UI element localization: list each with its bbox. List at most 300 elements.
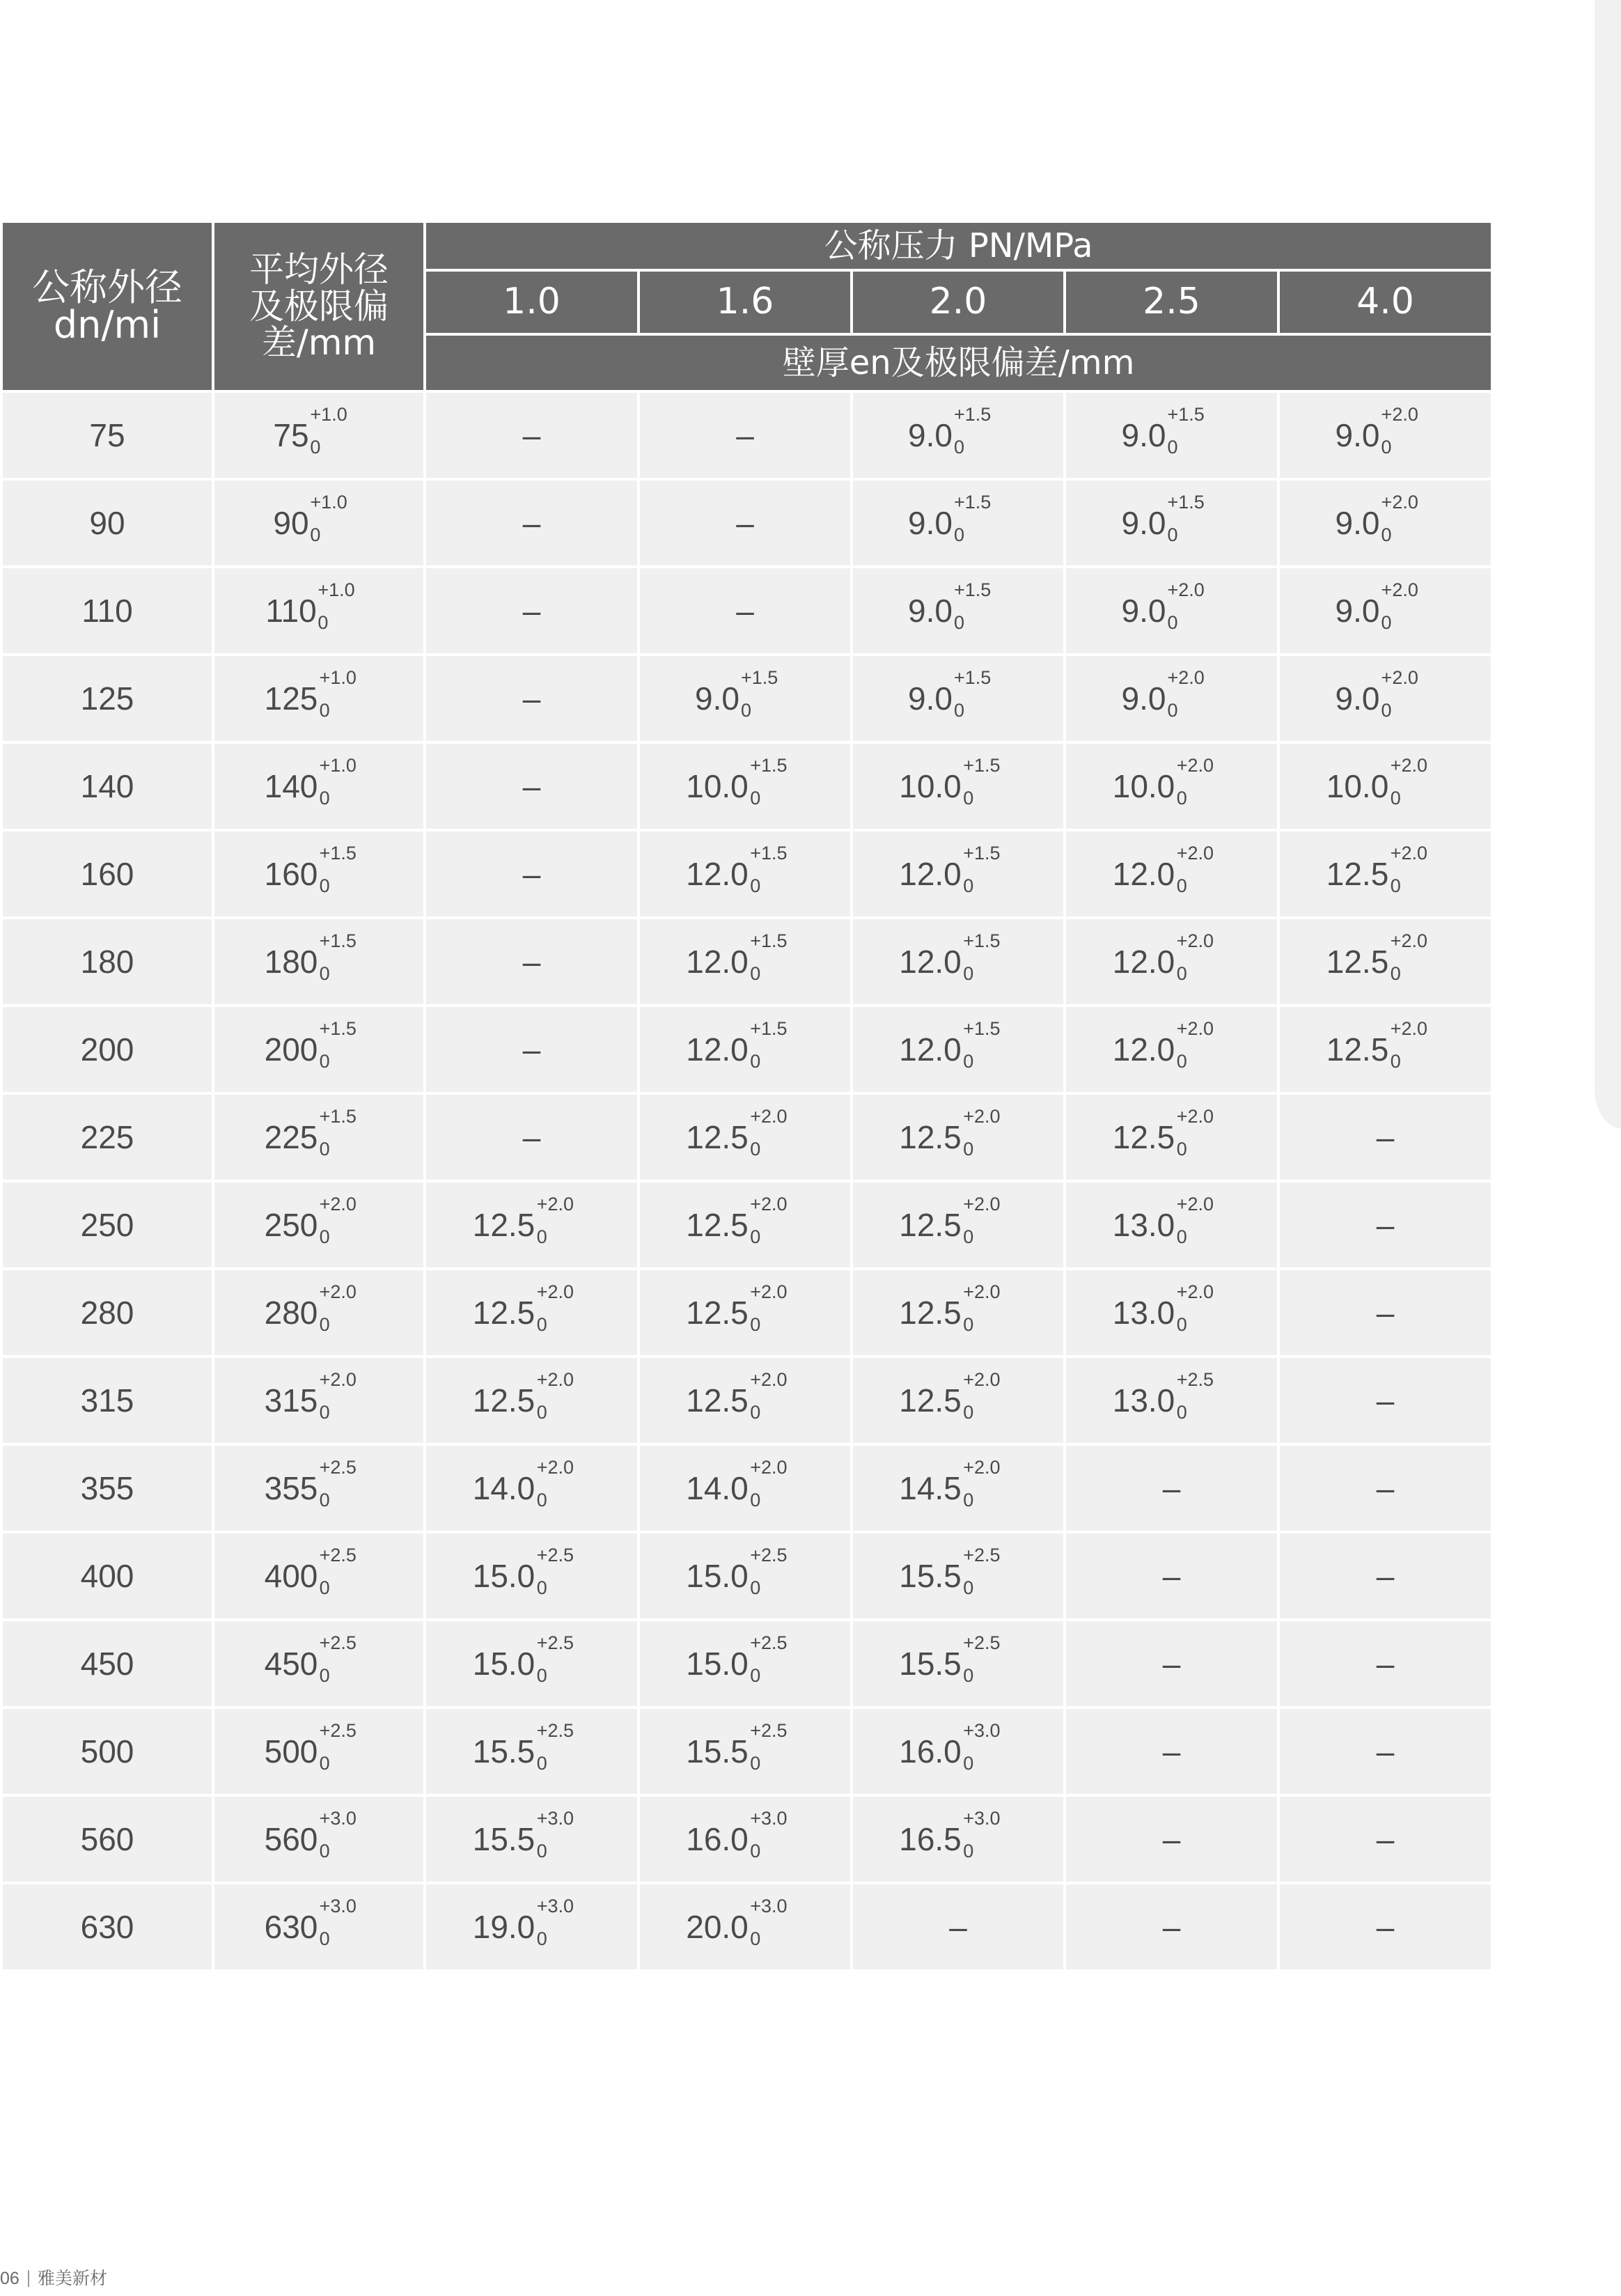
thickness-value-base: 12.5 bbox=[686, 1119, 749, 1155]
cell-thickness bbox=[1065, 391, 1278, 479]
cell-thickness bbox=[639, 567, 852, 655]
cell-mean-od bbox=[213, 567, 425, 655]
not-applicable-dash: – bbox=[522, 417, 541, 453]
cell-thickness bbox=[1278, 391, 1492, 479]
thickness-value-upper-tol: +2.0 bbox=[1390, 1018, 1428, 1039]
thickness-value-upper-tol: +2.0 bbox=[1167, 667, 1205, 688]
pipe-spec-table bbox=[0, 220, 1494, 1972]
header-pressure-4-0: 4.0 bbox=[1278, 270, 1492, 334]
cell-thickness bbox=[852, 1708, 1065, 1795]
mean-od-value bbox=[264, 667, 374, 721]
cell-nominal-od: 400 bbox=[1, 1532, 213, 1620]
thickness-value-base: 15.0 bbox=[472, 1558, 535, 1594]
thickness-value-lower-tol: 0 bbox=[750, 875, 761, 896]
thickness-value-base: 15.5 bbox=[899, 1646, 962, 1682]
thickness-value-base: 9.0 bbox=[908, 417, 953, 453]
cell-thickness bbox=[852, 830, 1065, 918]
thickness-value-base: 12.5 bbox=[899, 1382, 962, 1419]
thickness-value-lower-tol: 0 bbox=[963, 1051, 974, 1072]
mean-od-value-lower-tol: 0 bbox=[318, 612, 329, 633]
thickness-value bbox=[1326, 755, 1445, 809]
mean-od-value-upper-tol: +3.0 bbox=[319, 1896, 357, 1916]
thickness-value bbox=[1335, 579, 1436, 633]
thickness-value-base: 15.5 bbox=[686, 1733, 749, 1770]
table-row bbox=[1, 655, 1492, 742]
not-applicable-dash: – bbox=[736, 417, 754, 453]
thickness-value bbox=[1121, 667, 1222, 721]
thickness-value-base: 16.5 bbox=[899, 1821, 962, 1857]
cell-nominal-od: 560 bbox=[1, 1795, 213, 1883]
cell-nominal-od: 180 bbox=[1, 918, 213, 1006]
cell-nominal-od: 125 bbox=[1, 655, 213, 742]
thickness-value-lower-tol: 0 bbox=[1167, 524, 1178, 545]
cell-thickness bbox=[425, 479, 639, 567]
cell-mean-od bbox=[213, 1181, 425, 1269]
mean-od-value-upper-tol: +1.0 bbox=[318, 579, 355, 600]
not-applicable-dash: – bbox=[1162, 1558, 1181, 1594]
page-footer bbox=[0, 2265, 107, 2290]
mean-od-value-lower-tol: 0 bbox=[310, 437, 321, 458]
thickness-value bbox=[472, 1720, 591, 1774]
cell-thickness bbox=[852, 391, 1065, 479]
cell-thickness bbox=[425, 1883, 639, 1971]
cell-thickness bbox=[1065, 655, 1278, 742]
not-applicable-dash: – bbox=[1162, 1733, 1181, 1770]
thickness-value-upper-tol: +2.0 bbox=[1390, 843, 1428, 864]
cell-thickness bbox=[639, 1708, 852, 1795]
thickness-value-lower-tol: 0 bbox=[963, 1226, 974, 1247]
cell-thickness bbox=[639, 479, 852, 567]
cell-mean-od bbox=[213, 1006, 425, 1093]
thickness-value-upper-tol: +1.5 bbox=[963, 755, 1001, 776]
table-row bbox=[1, 1883, 1492, 1971]
thickness-value-base: 12.5 bbox=[686, 1295, 749, 1331]
thickness-value-lower-tol: 0 bbox=[1167, 612, 1178, 633]
thickness-value-base: 12.0 bbox=[899, 1031, 962, 1068]
thickness-value-base: 9.0 bbox=[695, 680, 739, 717]
thickness-value-upper-tol: +1.5 bbox=[741, 667, 778, 688]
thickness-value-upper-tol: +2.0 bbox=[750, 1457, 788, 1478]
mean-od-value bbox=[273, 404, 364, 458]
cell-thickness bbox=[425, 1357, 639, 1444]
cell-thickness bbox=[1278, 567, 1492, 655]
table-row bbox=[1, 1532, 1492, 1620]
header-pressure-group: 公称压力 PN/MPa bbox=[425, 221, 1492, 270]
mean-od-value-base: 315 bbox=[264, 1382, 318, 1419]
not-applicable-dash: – bbox=[522, 768, 541, 804]
thickness-value-upper-tol: +2.0 bbox=[536, 1281, 574, 1302]
thickness-value-upper-tol: +2.0 bbox=[1176, 1018, 1214, 1039]
cell-thickness bbox=[852, 1181, 1065, 1269]
thickness-value-upper-tol: +2.0 bbox=[1176, 1281, 1214, 1302]
mean-od-value bbox=[264, 930, 374, 984]
thickness-value-upper-tol: +2.0 bbox=[963, 1194, 1001, 1215]
thickness-value-base: 16.0 bbox=[686, 1821, 749, 1857]
footer-divider bbox=[28, 2270, 29, 2287]
not-applicable-dash: – bbox=[1376, 1909, 1395, 1945]
not-applicable-dash: – bbox=[736, 593, 754, 629]
header-mean-od-text: 平均外径 及极限偏 差/mm bbox=[249, 249, 389, 364]
mean-od-value bbox=[264, 1457, 374, 1510]
thickness-value-lower-tol: 0 bbox=[536, 1490, 547, 1510]
mean-od-value-upper-tol: +2.0 bbox=[319, 1281, 357, 1302]
table-row bbox=[1, 1620, 1492, 1708]
table-row bbox=[1, 918, 1492, 1006]
thickness-value-upper-tol: +3.0 bbox=[963, 1808, 1001, 1829]
cell-thickness bbox=[852, 1620, 1065, 1708]
cell-thickness bbox=[1278, 655, 1492, 742]
mean-od-value-lower-tol: 0 bbox=[319, 963, 330, 984]
thickness-value-base: 9.0 bbox=[1335, 680, 1380, 717]
cell-nominal-od: 280 bbox=[1, 1269, 213, 1357]
cell-thickness bbox=[852, 1006, 1065, 1093]
cell-thickness bbox=[1065, 1620, 1278, 1708]
thickness-value bbox=[1112, 1281, 1231, 1335]
thickness-value-lower-tol: 0 bbox=[1381, 612, 1392, 633]
page-number: 06 bbox=[0, 2269, 19, 2288]
mean-od-value-base: 75 bbox=[273, 417, 309, 453]
mean-od-value-lower-tol: 0 bbox=[319, 1314, 330, 1335]
thickness-value-upper-tol: +1.5 bbox=[1167, 404, 1205, 425]
thickness-value-upper-tol: +2.0 bbox=[1176, 1106, 1214, 1127]
cell-thickness bbox=[425, 830, 639, 918]
thickness-value bbox=[908, 492, 1008, 545]
mean-od-value-lower-tol: 0 bbox=[319, 1928, 330, 1949]
mean-od-value bbox=[264, 1545, 374, 1598]
thickness-value-base: 9.0 bbox=[908, 505, 953, 541]
mean-od-value-base: 500 bbox=[264, 1733, 318, 1770]
cell-thickness bbox=[425, 1620, 639, 1708]
mean-od-value-upper-tol: +1.5 bbox=[319, 843, 357, 864]
mean-od-value-lower-tol: 0 bbox=[319, 1226, 330, 1247]
thickness-value-base: 15.5 bbox=[472, 1821, 535, 1857]
thickness-value-lower-tol: 0 bbox=[1176, 963, 1187, 984]
cell-mean-od bbox=[213, 391, 425, 479]
thickness-value-lower-tol: 0 bbox=[750, 1226, 761, 1247]
thickness-value-upper-tol: +2.0 bbox=[1176, 843, 1214, 864]
cell-thickness bbox=[852, 479, 1065, 567]
cell-thickness bbox=[852, 918, 1065, 1006]
thickness-value-base: 9.0 bbox=[1121, 505, 1166, 541]
thickness-value-upper-tol: +2.0 bbox=[963, 1457, 1001, 1478]
thickness-value-lower-tol: 0 bbox=[1176, 875, 1187, 896]
mean-od-value-base: 225 bbox=[264, 1119, 318, 1155]
thickness-value-base: 13.0 bbox=[1112, 1382, 1175, 1419]
thickness-value-base: 9.0 bbox=[1335, 505, 1380, 541]
thickness-value-base: 14.0 bbox=[472, 1470, 535, 1506]
thickness-value-base: 13.0 bbox=[1112, 1207, 1175, 1243]
cell-thickness bbox=[852, 567, 1065, 655]
thickness-value bbox=[686, 1018, 804, 1072]
header-nominal-od-text: 公称外径 dn/mi bbox=[32, 265, 182, 347]
thickness-value bbox=[899, 1808, 1017, 1861]
thickness-value bbox=[899, 1194, 1017, 1247]
cell-thickness bbox=[639, 830, 852, 918]
cell-thickness bbox=[1065, 1093, 1278, 1181]
cell-thickness bbox=[1278, 1181, 1492, 1269]
thickness-value-lower-tol: 0 bbox=[963, 1402, 974, 1423]
thickness-value-upper-tol: +2.0 bbox=[750, 1106, 788, 1127]
not-applicable-dash: – bbox=[1162, 1646, 1181, 1682]
cell-thickness bbox=[1065, 1795, 1278, 1883]
thickness-value-base: 12.5 bbox=[1326, 856, 1389, 892]
thickness-value-base: 12.0 bbox=[899, 856, 962, 892]
thickness-value-base: 12.5 bbox=[472, 1207, 535, 1243]
thickness-value-upper-tol: +2.0 bbox=[1167, 579, 1205, 600]
thickness-value-upper-tol: +3.0 bbox=[963, 1720, 1001, 1741]
mean-od-value-lower-tol: 0 bbox=[319, 1051, 330, 1072]
cell-mean-od bbox=[213, 1093, 425, 1181]
thickness-value-lower-tol: 0 bbox=[536, 1841, 547, 1861]
cell-thickness bbox=[852, 655, 1065, 742]
thickness-value-lower-tol: 0 bbox=[536, 1928, 547, 1949]
thickness-value bbox=[686, 1281, 804, 1335]
thickness-value-upper-tol: +2.5 bbox=[963, 1632, 1001, 1653]
thickness-value bbox=[908, 667, 1008, 721]
thickness-value-base: 12.0 bbox=[899, 944, 962, 980]
cell-nominal-od: 110 bbox=[1, 567, 213, 655]
thickness-value-base: 14.5 bbox=[899, 1470, 962, 1506]
cell-thickness bbox=[1065, 1883, 1278, 1971]
thickness-value-base: 12.0 bbox=[686, 1031, 749, 1068]
thickness-value-lower-tol: 0 bbox=[1176, 1314, 1187, 1335]
thickness-value-upper-tol: +1.5 bbox=[954, 667, 992, 688]
not-applicable-dash: – bbox=[522, 1119, 541, 1155]
mean-od-value-base: 355 bbox=[264, 1470, 318, 1506]
mean-od-value-upper-tol: +2.5 bbox=[319, 1720, 357, 1741]
cell-thickness bbox=[1278, 1532, 1492, 1620]
not-applicable-dash: – bbox=[1376, 1821, 1395, 1857]
thickness-value-base: 9.0 bbox=[1121, 680, 1166, 717]
thickness-value bbox=[686, 1720, 804, 1774]
thickness-value-upper-tol: +1.5 bbox=[750, 930, 788, 951]
table-row bbox=[1, 567, 1492, 655]
thickness-value-upper-tol: +3.0 bbox=[536, 1896, 574, 1916]
table-row bbox=[1, 742, 1492, 830]
thickness-value-lower-tol: 0 bbox=[1176, 1051, 1187, 1072]
thickness-value-lower-tol: 0 bbox=[741, 700, 752, 721]
cell-thickness bbox=[425, 1708, 639, 1795]
cell-mean-od bbox=[213, 1620, 425, 1708]
thickness-value bbox=[472, 1281, 591, 1335]
mean-od-value-upper-tol: +1.5 bbox=[319, 930, 357, 951]
thickness-value-upper-tol: +1.5 bbox=[963, 843, 1001, 864]
thickness-value bbox=[1112, 930, 1231, 984]
cell-thickness bbox=[425, 391, 639, 479]
mean-od-value bbox=[265, 579, 372, 633]
cell-thickness bbox=[1278, 1883, 1492, 1971]
thickness-value bbox=[686, 930, 804, 984]
thickness-value-lower-tol: 0 bbox=[1390, 875, 1401, 896]
thickness-value-upper-tol: +2.0 bbox=[963, 1106, 1001, 1127]
cell-thickness bbox=[425, 918, 639, 1006]
cell-thickness bbox=[639, 1883, 852, 1971]
cell-thickness bbox=[639, 655, 852, 742]
thickness-value-upper-tol: +2.5 bbox=[536, 1545, 574, 1565]
mean-od-value bbox=[264, 1018, 374, 1072]
thickness-value-lower-tol: 0 bbox=[963, 963, 974, 984]
mean-od-value-upper-tol: +1.0 bbox=[310, 404, 347, 425]
thickness-value-base: 15.0 bbox=[472, 1646, 535, 1682]
thickness-value bbox=[1326, 930, 1445, 984]
cell-thickness bbox=[852, 1093, 1065, 1181]
cell-thickness bbox=[1278, 1795, 1492, 1883]
cell-thickness bbox=[1065, 1708, 1278, 1795]
thickness-value-upper-tol: +1.5 bbox=[750, 1018, 788, 1039]
mean-od-value-base: 630 bbox=[264, 1909, 318, 1945]
not-applicable-dash: – bbox=[1376, 1382, 1395, 1419]
thickness-value bbox=[1335, 404, 1436, 458]
thickness-value-lower-tol: 0 bbox=[963, 1577, 974, 1598]
thickness-value-lower-tol: 0 bbox=[963, 1753, 974, 1774]
table-header bbox=[1, 221, 1492, 391]
not-applicable-dash: – bbox=[522, 680, 541, 717]
cell-nominal-od: 250 bbox=[1, 1181, 213, 1269]
cell-mean-od bbox=[213, 742, 425, 830]
thickness-value-base: 12.5 bbox=[1326, 944, 1389, 980]
cell-thickness bbox=[639, 1357, 852, 1444]
thickness-value-lower-tol: 0 bbox=[963, 1665, 974, 1686]
thickness-value-lower-tol: 0 bbox=[536, 1226, 547, 1247]
not-applicable-dash: – bbox=[1376, 1207, 1395, 1243]
thickness-value-base: 9.0 bbox=[1335, 593, 1380, 629]
cell-thickness bbox=[639, 1532, 852, 1620]
mean-od-value-upper-tol: +2.5 bbox=[319, 1545, 357, 1565]
mean-od-value-lower-tol: 0 bbox=[319, 788, 330, 809]
cell-thickness bbox=[1065, 1269, 1278, 1357]
thickness-value-upper-tol: +2.0 bbox=[750, 1369, 788, 1390]
cell-nominal-od: 200 bbox=[1, 1006, 213, 1093]
mean-od-value-upper-tol: +1.5 bbox=[319, 1018, 357, 1039]
cell-thickness bbox=[425, 1093, 639, 1181]
thickness-value bbox=[1121, 492, 1222, 545]
header-pressure-2-5: 2.5 bbox=[1065, 270, 1278, 334]
thickness-value-upper-tol: +2.0 bbox=[1381, 492, 1418, 513]
thickness-value bbox=[686, 755, 804, 809]
cell-thickness bbox=[1278, 1708, 1492, 1795]
thickness-value bbox=[1335, 492, 1436, 545]
thickness-value bbox=[899, 1281, 1017, 1335]
cell-thickness bbox=[1278, 830, 1492, 918]
cell-thickness bbox=[852, 1532, 1065, 1620]
mean-od-value bbox=[264, 1896, 374, 1949]
cell-mean-od bbox=[213, 1269, 425, 1357]
mean-od-value bbox=[264, 1632, 374, 1686]
header-pressure-1-6: 1.6 bbox=[639, 270, 852, 334]
thickness-value-base: 9.0 bbox=[1121, 593, 1166, 629]
cell-mean-od bbox=[213, 479, 425, 567]
mean-od-value bbox=[273, 492, 364, 545]
thickness-value bbox=[686, 1632, 804, 1686]
table-row bbox=[1, 1795, 1492, 1883]
thickness-value bbox=[472, 1369, 591, 1423]
cell-thickness bbox=[852, 1883, 1065, 1971]
thickness-value-base: 15.0 bbox=[686, 1646, 749, 1682]
thickness-value-base: 12.0 bbox=[686, 944, 749, 980]
thickness-value bbox=[1112, 755, 1231, 809]
not-applicable-dash: – bbox=[1376, 1119, 1395, 1155]
cell-thickness bbox=[1278, 1269, 1492, 1357]
header-thickness-label: 壁厚en及极限偏差/mm bbox=[425, 334, 1492, 391]
header-mean-od bbox=[213, 221, 425, 391]
thickness-value-base: 9.0 bbox=[1335, 417, 1380, 453]
thickness-value-upper-tol: +2.0 bbox=[1176, 1194, 1214, 1215]
thickness-value bbox=[908, 579, 1008, 633]
cell-thickness bbox=[425, 742, 639, 830]
mean-od-value-lower-tol: 0 bbox=[319, 1139, 330, 1159]
mean-od-value-upper-tol: +2.0 bbox=[319, 1369, 357, 1390]
cell-nominal-od: 140 bbox=[1, 742, 213, 830]
thickness-value bbox=[899, 843, 1017, 896]
not-applicable-dash: – bbox=[522, 944, 541, 980]
cell-thickness bbox=[852, 1444, 1065, 1532]
mean-od-value-upper-tol: +2.0 bbox=[319, 1194, 357, 1215]
cell-thickness bbox=[639, 742, 852, 830]
mean-od-value-upper-tol: +2.5 bbox=[319, 1632, 357, 1653]
thickness-value bbox=[686, 1896, 804, 1949]
cell-thickness bbox=[1065, 567, 1278, 655]
cell-thickness bbox=[639, 1181, 852, 1269]
thickness-value bbox=[1112, 843, 1231, 896]
cell-thickness bbox=[639, 391, 852, 479]
cell-thickness bbox=[425, 655, 639, 742]
thickness-value-upper-tol: +1.5 bbox=[954, 404, 992, 425]
header-nominal-od bbox=[1, 221, 213, 391]
thickness-value bbox=[1121, 579, 1222, 633]
thickness-value-lower-tol: 0 bbox=[750, 788, 761, 809]
table-row bbox=[1, 1357, 1492, 1444]
not-applicable-dash: – bbox=[1376, 1470, 1395, 1506]
cell-thickness bbox=[639, 918, 852, 1006]
thickness-value bbox=[899, 1632, 1017, 1686]
thickness-value-upper-tol: +2.0 bbox=[750, 1194, 788, 1215]
cell-nominal-od: 500 bbox=[1, 1708, 213, 1795]
thickness-value bbox=[899, 1457, 1017, 1510]
cell-thickness bbox=[425, 567, 639, 655]
thickness-value bbox=[472, 1632, 591, 1686]
thickness-value-base: 12.5 bbox=[686, 1207, 749, 1243]
mean-od-value-upper-tol: +1.0 bbox=[319, 755, 357, 776]
mean-od-value-lower-tol: 0 bbox=[319, 1841, 330, 1861]
thickness-value-upper-tol: +2.5 bbox=[963, 1545, 1001, 1565]
thickness-value bbox=[899, 1369, 1017, 1423]
thickness-value-lower-tol: 0 bbox=[963, 875, 974, 896]
thickness-value-lower-tol: 0 bbox=[963, 1139, 974, 1159]
thickness-value bbox=[899, 755, 1017, 809]
cell-thickness bbox=[1278, 1006, 1492, 1093]
mean-od-value-upper-tol: +2.5 bbox=[319, 1457, 357, 1478]
thickness-value-upper-tol: +1.5 bbox=[963, 930, 1001, 951]
thickness-value bbox=[899, 930, 1017, 984]
thickness-value-lower-tol: 0 bbox=[536, 1753, 547, 1774]
mean-od-value bbox=[264, 1281, 374, 1335]
cell-thickness bbox=[1278, 1093, 1492, 1181]
cell-nominal-od: 90 bbox=[1, 479, 213, 567]
not-applicable-dash: – bbox=[1376, 1295, 1395, 1331]
mean-od-value-lower-tol: 0 bbox=[319, 1402, 330, 1423]
mean-od-value-base: 280 bbox=[264, 1295, 318, 1331]
thickness-value-base: 12.5 bbox=[472, 1295, 535, 1331]
thickness-value-upper-tol: +2.0 bbox=[1390, 930, 1428, 951]
table-row bbox=[1, 1093, 1492, 1181]
thickness-value-upper-tol: +3.0 bbox=[750, 1808, 788, 1829]
mean-od-value-upper-tol: +1.0 bbox=[310, 492, 347, 513]
mean-od-value bbox=[264, 755, 374, 809]
thickness-value-lower-tol: 0 bbox=[1390, 788, 1401, 809]
not-applicable-dash: – bbox=[949, 1909, 967, 1945]
thickness-value bbox=[472, 1896, 591, 1949]
not-applicable-dash: – bbox=[522, 593, 541, 629]
